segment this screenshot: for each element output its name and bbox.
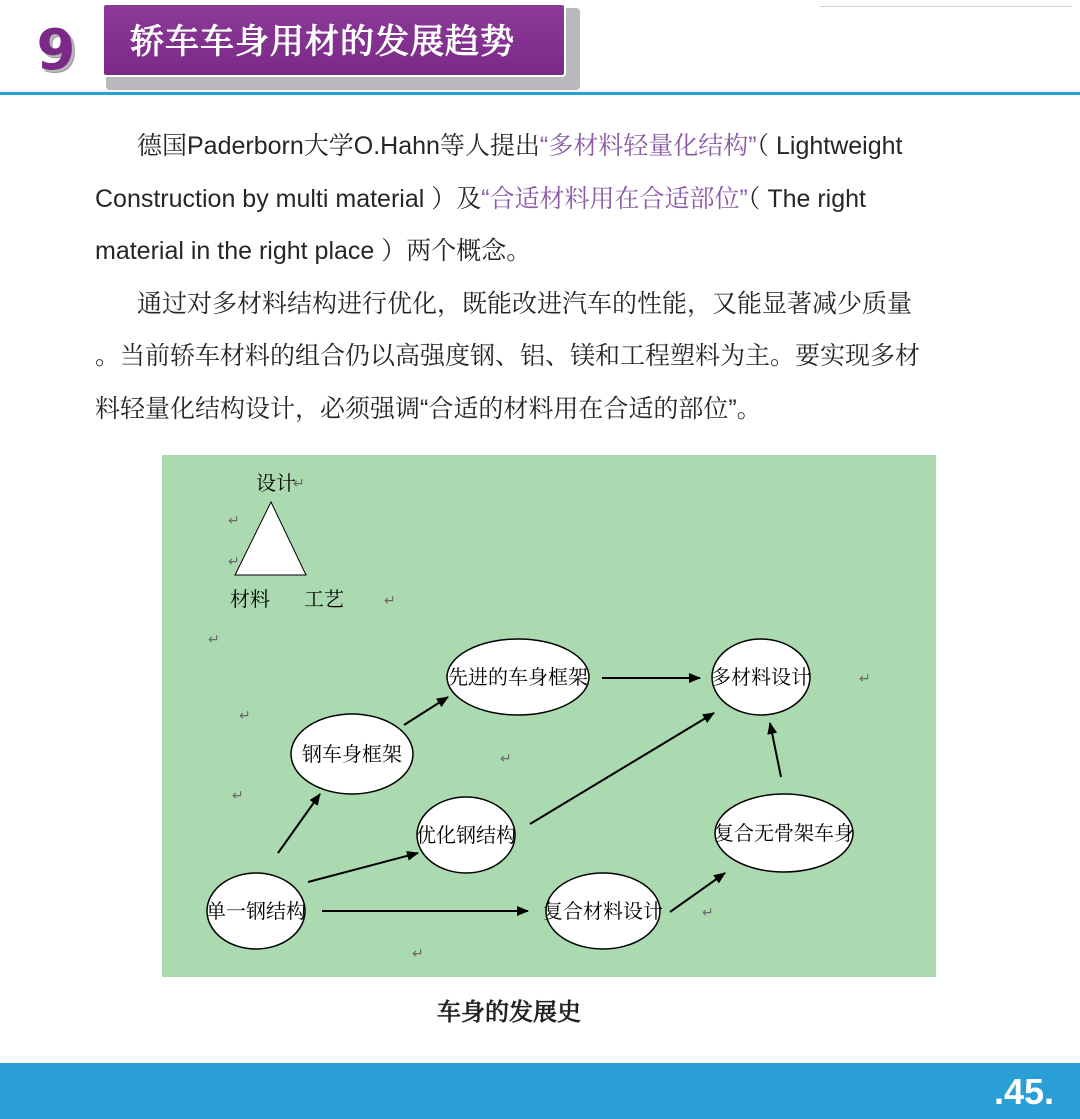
node-label: 先进的车身框架 (448, 667, 588, 689)
triangle-label-material: 材料 (230, 589, 270, 611)
top-decor-line (820, 6, 1072, 7)
node-multi-material-design (711, 639, 811, 715)
node-label: 复合材料设计 (543, 901, 663, 923)
paragraph-1 (95, 120, 925, 278)
paragraph-mark: ↵ (293, 475, 305, 491)
node-label: 单一钢结构 (206, 901, 306, 923)
triangle-label-design: 设计 (256, 473, 296, 495)
page-title: 轿车车身用材的发展趋势 (130, 23, 515, 61)
body-text (95, 120, 925, 435)
paragraph-mark: ↵ (702, 904, 714, 920)
header-divider (0, 92, 1080, 95)
body-development-diagram (162, 455, 936, 977)
paragraph-mark: ↵ (384, 592, 396, 608)
page-number: .45. (993, 1071, 1054, 1112)
section-number: 9 (36, 18, 76, 83)
figure-caption: 车身的发展史 (437, 999, 581, 1026)
paragraph-mark: ↵ (232, 787, 244, 803)
paragraph-mark: ↵ (412, 945, 424, 961)
node-composite-frameless-body (714, 794, 854, 872)
node-label: 复合无骨架车身 (714, 823, 854, 845)
concept-2-highlight: “合适材料用在合适部位” (481, 184, 748, 213)
paragraph-2: 通过对多材料结构进行优化，既能改进汽车的性能，又能显著减少质量 。当前轿车材料的组合仍以高强度钢、铝、镁和工程塑料为主。要实现多材料轻量化结构设计，必须强调“合适的材料用在合适的部位”。 (95, 289, 921, 423)
paragraph-mark: ↵ (208, 631, 220, 647)
node-composite-material-design (543, 873, 663, 949)
para1-text-b: （ Lightweight Construction by multi material ）及 (95, 132, 903, 213)
node-single-steel (206, 873, 306, 949)
node-label: 钢车身框架 (302, 744, 402, 766)
node-optimized-steel (416, 797, 516, 873)
concept-1-highlight: “多材料轻量化结构” (539, 132, 757, 160)
paragraph-mark: ↵ (500, 750, 512, 766)
paragraph-mark: ↵ (228, 512, 240, 528)
paragraph-mark: ↵ (228, 553, 240, 569)
paragraph-mark: ↵ (859, 670, 871, 686)
node-label: 优化钢结构 (416, 825, 516, 847)
para1-text-c: （ The right material in the right place ）两个概念。 (95, 184, 866, 265)
para1-text-a: 德国Paderborn大学O.Hahn等人提出 (137, 132, 540, 160)
node-steel-body-frame (291, 714, 413, 794)
paragraph-mark: ↵ (239, 707, 251, 723)
triangle-label-process: 工艺 (304, 589, 344, 611)
footer-bar (0, 1063, 1080, 1119)
node-label: 多材料设计 (711, 667, 811, 689)
node-advanced-frame (447, 639, 589, 715)
